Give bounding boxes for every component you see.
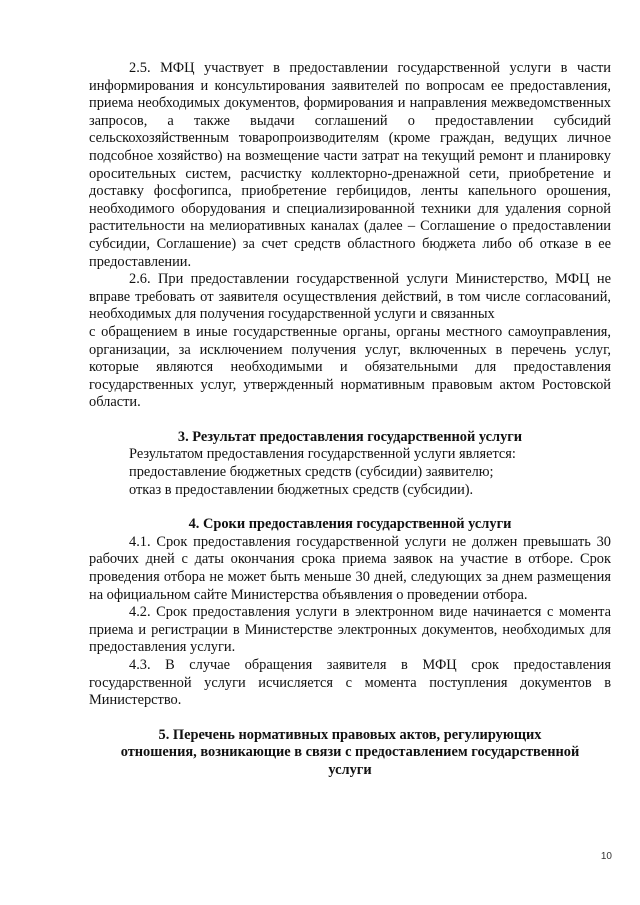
- section-5-heading-line-2: отношения, возникающие в связи с предоставлением государственной: [120, 744, 580, 761]
- document-body: [89, 60, 611, 780]
- paragraph-4-2: 4.2. Срок предоставления услуги в электронном виде начинается с момента приема и регистрации в Министерстве электронных документов, необходимых для предоставления услуги.: [89, 604, 611, 656]
- section-3-line-1: Результатом предоставления государственной услуги является:: [129, 446, 516, 463]
- section-3-line-3: отказ в предоставлении бюджетных средств (субсидии).: [129, 481, 474, 498]
- paragraph-2-6-part-2: с обращением в иные государственные органы, органы местного самоуправления, организации, за исключением получения услуг, включенных в перечень услуг, которые являются необходимыми и обязательными для предоставления государственных услуг, утвержденный нормативным правовым актом Ростовской области.: [89, 323, 611, 411]
- spacer: [89, 710, 611, 727]
- section-4-heading: 4. Сроки предоставления государственной услуги: [188, 516, 512, 533]
- section-3-heading: 3. Результат предоставления государственной услуги: [177, 428, 523, 445]
- paragraph-2-5: 2.5. МФЦ участвует в предоставлении государственной услуги в части информирования и консультирования заявителей по вопросам ее предоставления, приема необходимых документов, формирования и направления межведомственных запросов, а также выдачи соглашений о предоставлении субсидий сельскохозяйственным товаропроизводителям (кроме граждан, ведущих личное подсобное хозяйство) на возмещение части затрат на текущий ремонт и планировку оросительных систем, расчистку коллекторно-дренажной сети, приобретение и доставку фосфогипса, приобретение гербицидов, ленты капельного орошения, необходимого оборудования и специализированной техники для удаления сорной растительности на мелиоративных каналах (далее – Соглашение о предоставлении субсидии, Соглашение) за счет средств областного бюджета либо об отказе в ее предоставлении.: [89, 60, 611, 270]
- paragraph-4-1: 4.1. Срок предоставления государственной услуги не должен превышать 30 рабочих дней с даты окончания срока приема заявок на участие в отборе. Срок проведения отбора не может быть меньше 30 дней, следующих за днем размещения на официальном сайте Министерства объявления о проведении отбора.: [89, 533, 611, 603]
- section-3-line-2: предоставление бюджетных средств (субсидии) заявителю;: [129, 464, 494, 481]
- page-number: 10: [600, 851, 612, 862]
- paragraph-2-6-part-1: 2.6. При предоставлении государственной услуги Министерство, МФЦ не вправе требовать от заявителя осуществления действий, в том числе согласований, необходимых для получения государственной услуги и связанных: [89, 271, 611, 323]
- section-5-heading-line-3: услуги: [328, 761, 372, 778]
- spacer: [89, 412, 611, 429]
- section-5-heading-line-1: 5. Перечень нормативных правовых актов, регулирующих: [158, 726, 542, 743]
- spacer: [89, 499, 611, 516]
- paragraph-4-3: 4.3. В случае обращения заявителя в МФЦ срок предоставления государственной услуги исчисляется с момента поступления документов в Министерство.: [89, 657, 611, 709]
